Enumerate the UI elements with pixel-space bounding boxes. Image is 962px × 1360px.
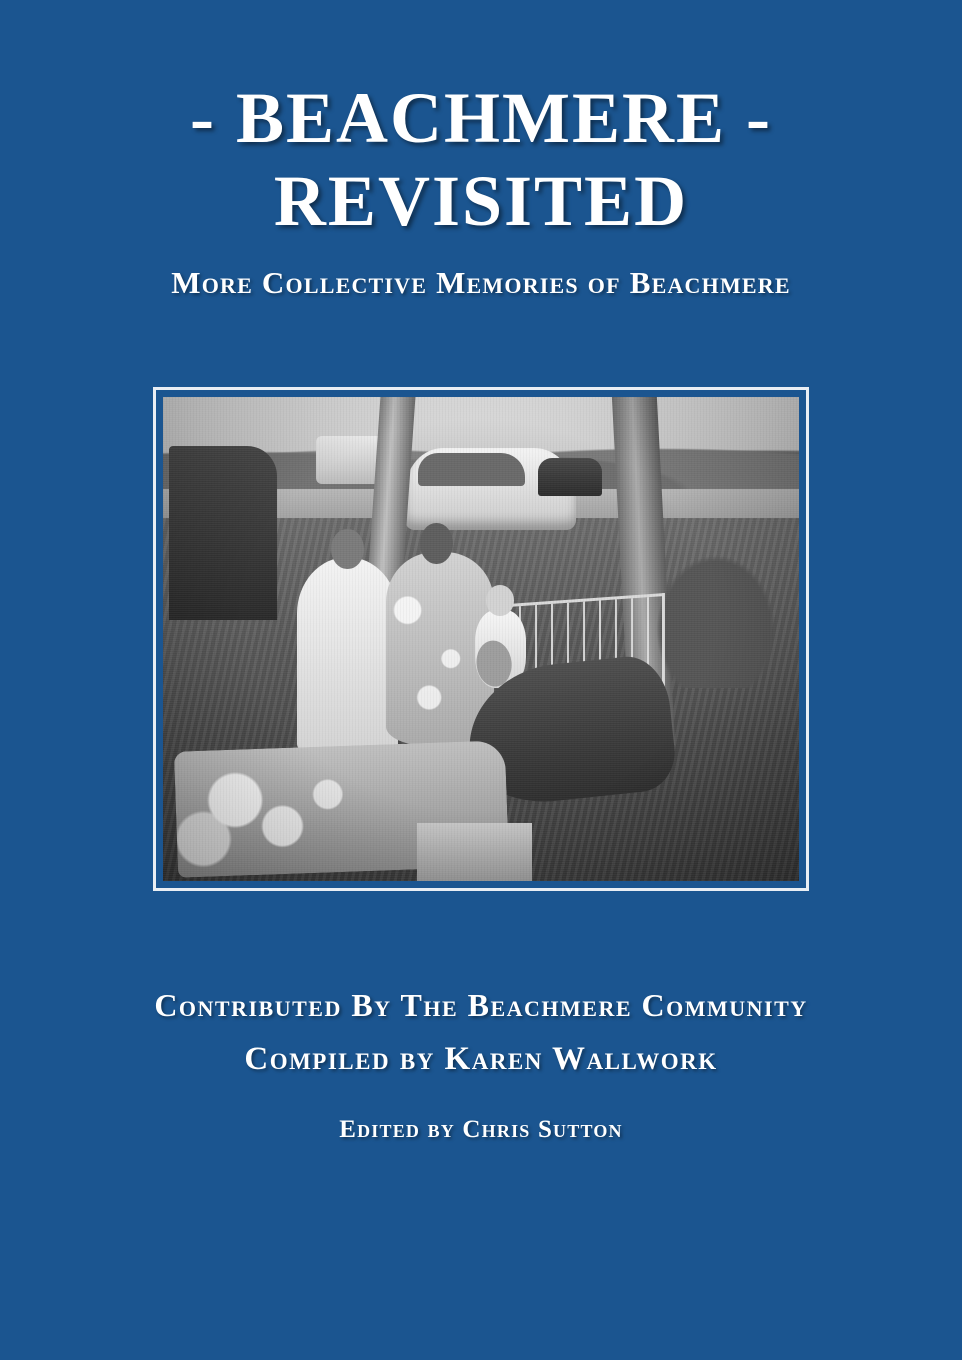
cover-photograph	[163, 397, 799, 881]
title-line-2: REVISITED	[273, 160, 689, 241]
photo-second-car	[538, 458, 602, 497]
photo-tent	[169, 446, 277, 620]
cover-photo-frame	[153, 387, 809, 891]
photo-woman-left	[297, 557, 399, 760]
title-block	[0, 78, 962, 301]
edited-by-line: Edited by Chris Sutton	[339, 1116, 623, 1144]
credits-block	[0, 987, 962, 1144]
compiled-by-line: Compiled by Karen Wallwork	[244, 1041, 718, 1078]
title-line-1: - BEACHMERE -	[190, 78, 772, 158]
photo-bush	[646, 542, 786, 687]
subtitle: More Collective Memories of Beachmere	[171, 265, 791, 301]
page-title	[0, 78, 962, 241]
contributed-by-line: Contributed By The Beachmere Community	[154, 987, 808, 1024]
photo-cardboard-box	[417, 823, 531, 881]
